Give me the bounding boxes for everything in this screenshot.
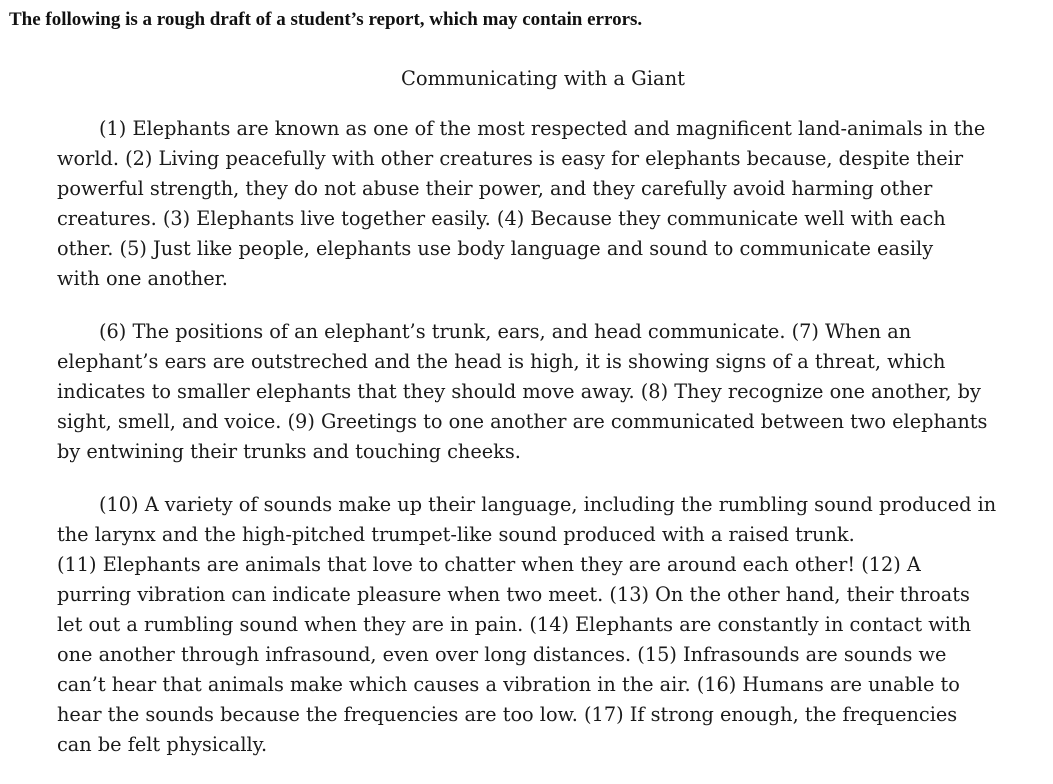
paragraph-line: sight, smell, and voice. (9) Greetings to one another are communicated between two elephants <box>57 410 988 433</box>
paragraph-line: (1) Elephants are known as one of the most respected and magnificent land-animals in the <box>99 117 986 140</box>
paragraph-line: world. (2) Living peacefully with other creatures is easy for elephants because, despite their <box>57 147 964 170</box>
paragraph-line: hear the sounds because the frequencies are too low. (17) If strong enough, the frequencies <box>57 703 958 726</box>
paragraph-line: one another through infrasound, even over long distances. (15) Infrasounds are sounds we <box>57 643 947 666</box>
paragraph-line: powerful strength, they do not abuse their power, and they carefully avoid harming other <box>57 177 933 200</box>
paragraph-2 <box>57 317 1047 467</box>
paragraph-line: can’t hear that animals make which causes a vibration in the air. (16) Humans are unable to <box>57 673 960 696</box>
paragraph-line: other. (5) Just like people, elephants use body language and sound to communicate easily <box>57 237 934 260</box>
paragraph-line: with one another. <box>57 267 228 290</box>
paragraph-line: by entwining their trunks and touching cheeks. <box>57 440 521 463</box>
draft-notice: The following is a rough draft of a student’s report, which may contain errors. <box>9 9 643 30</box>
paragraph-line: let out a rumbling sound when they are in pain. (14) Elephants are constantly in contact with <box>57 613 972 636</box>
paragraph-3 <box>57 490 1047 760</box>
paragraph-line: (10) A variety of sounds make up their language, including the rumbling sound produced in <box>99 493 997 516</box>
paragraph-line: the larynx and the high-pitched trumpet-like sound produced with a raised trunk. <box>57 523 855 546</box>
paragraph-line: purring vibration can indicate pleasure when two meet. (13) On the other hand, their throats <box>57 583 970 606</box>
paragraph-line: (6) The positions of an elephant’s trunk, ears, and head communicate. (7) When an <box>99 320 912 343</box>
report-body <box>57 114 1047 760</box>
report-title: Communicating with a Giant <box>400 67 686 90</box>
paragraph-1 <box>57 114 1047 294</box>
paragraph-line: (11) Elephants are animals that love to chatter when they are around each other! (12) A <box>57 553 921 576</box>
paragraph-line: can be felt physically. <box>57 733 268 756</box>
paragraph-line: creatures. (3) Elephants live together easily. (4) Because they communicate well with each <box>57 207 946 230</box>
paragraph-line: elephant’s ears are outstreched and the head is high, it is showing signs of a threat, which <box>57 350 946 373</box>
paragraph-line: indicates to smaller elephants that they should move away. (8) They recognize one another, by <box>57 380 981 403</box>
